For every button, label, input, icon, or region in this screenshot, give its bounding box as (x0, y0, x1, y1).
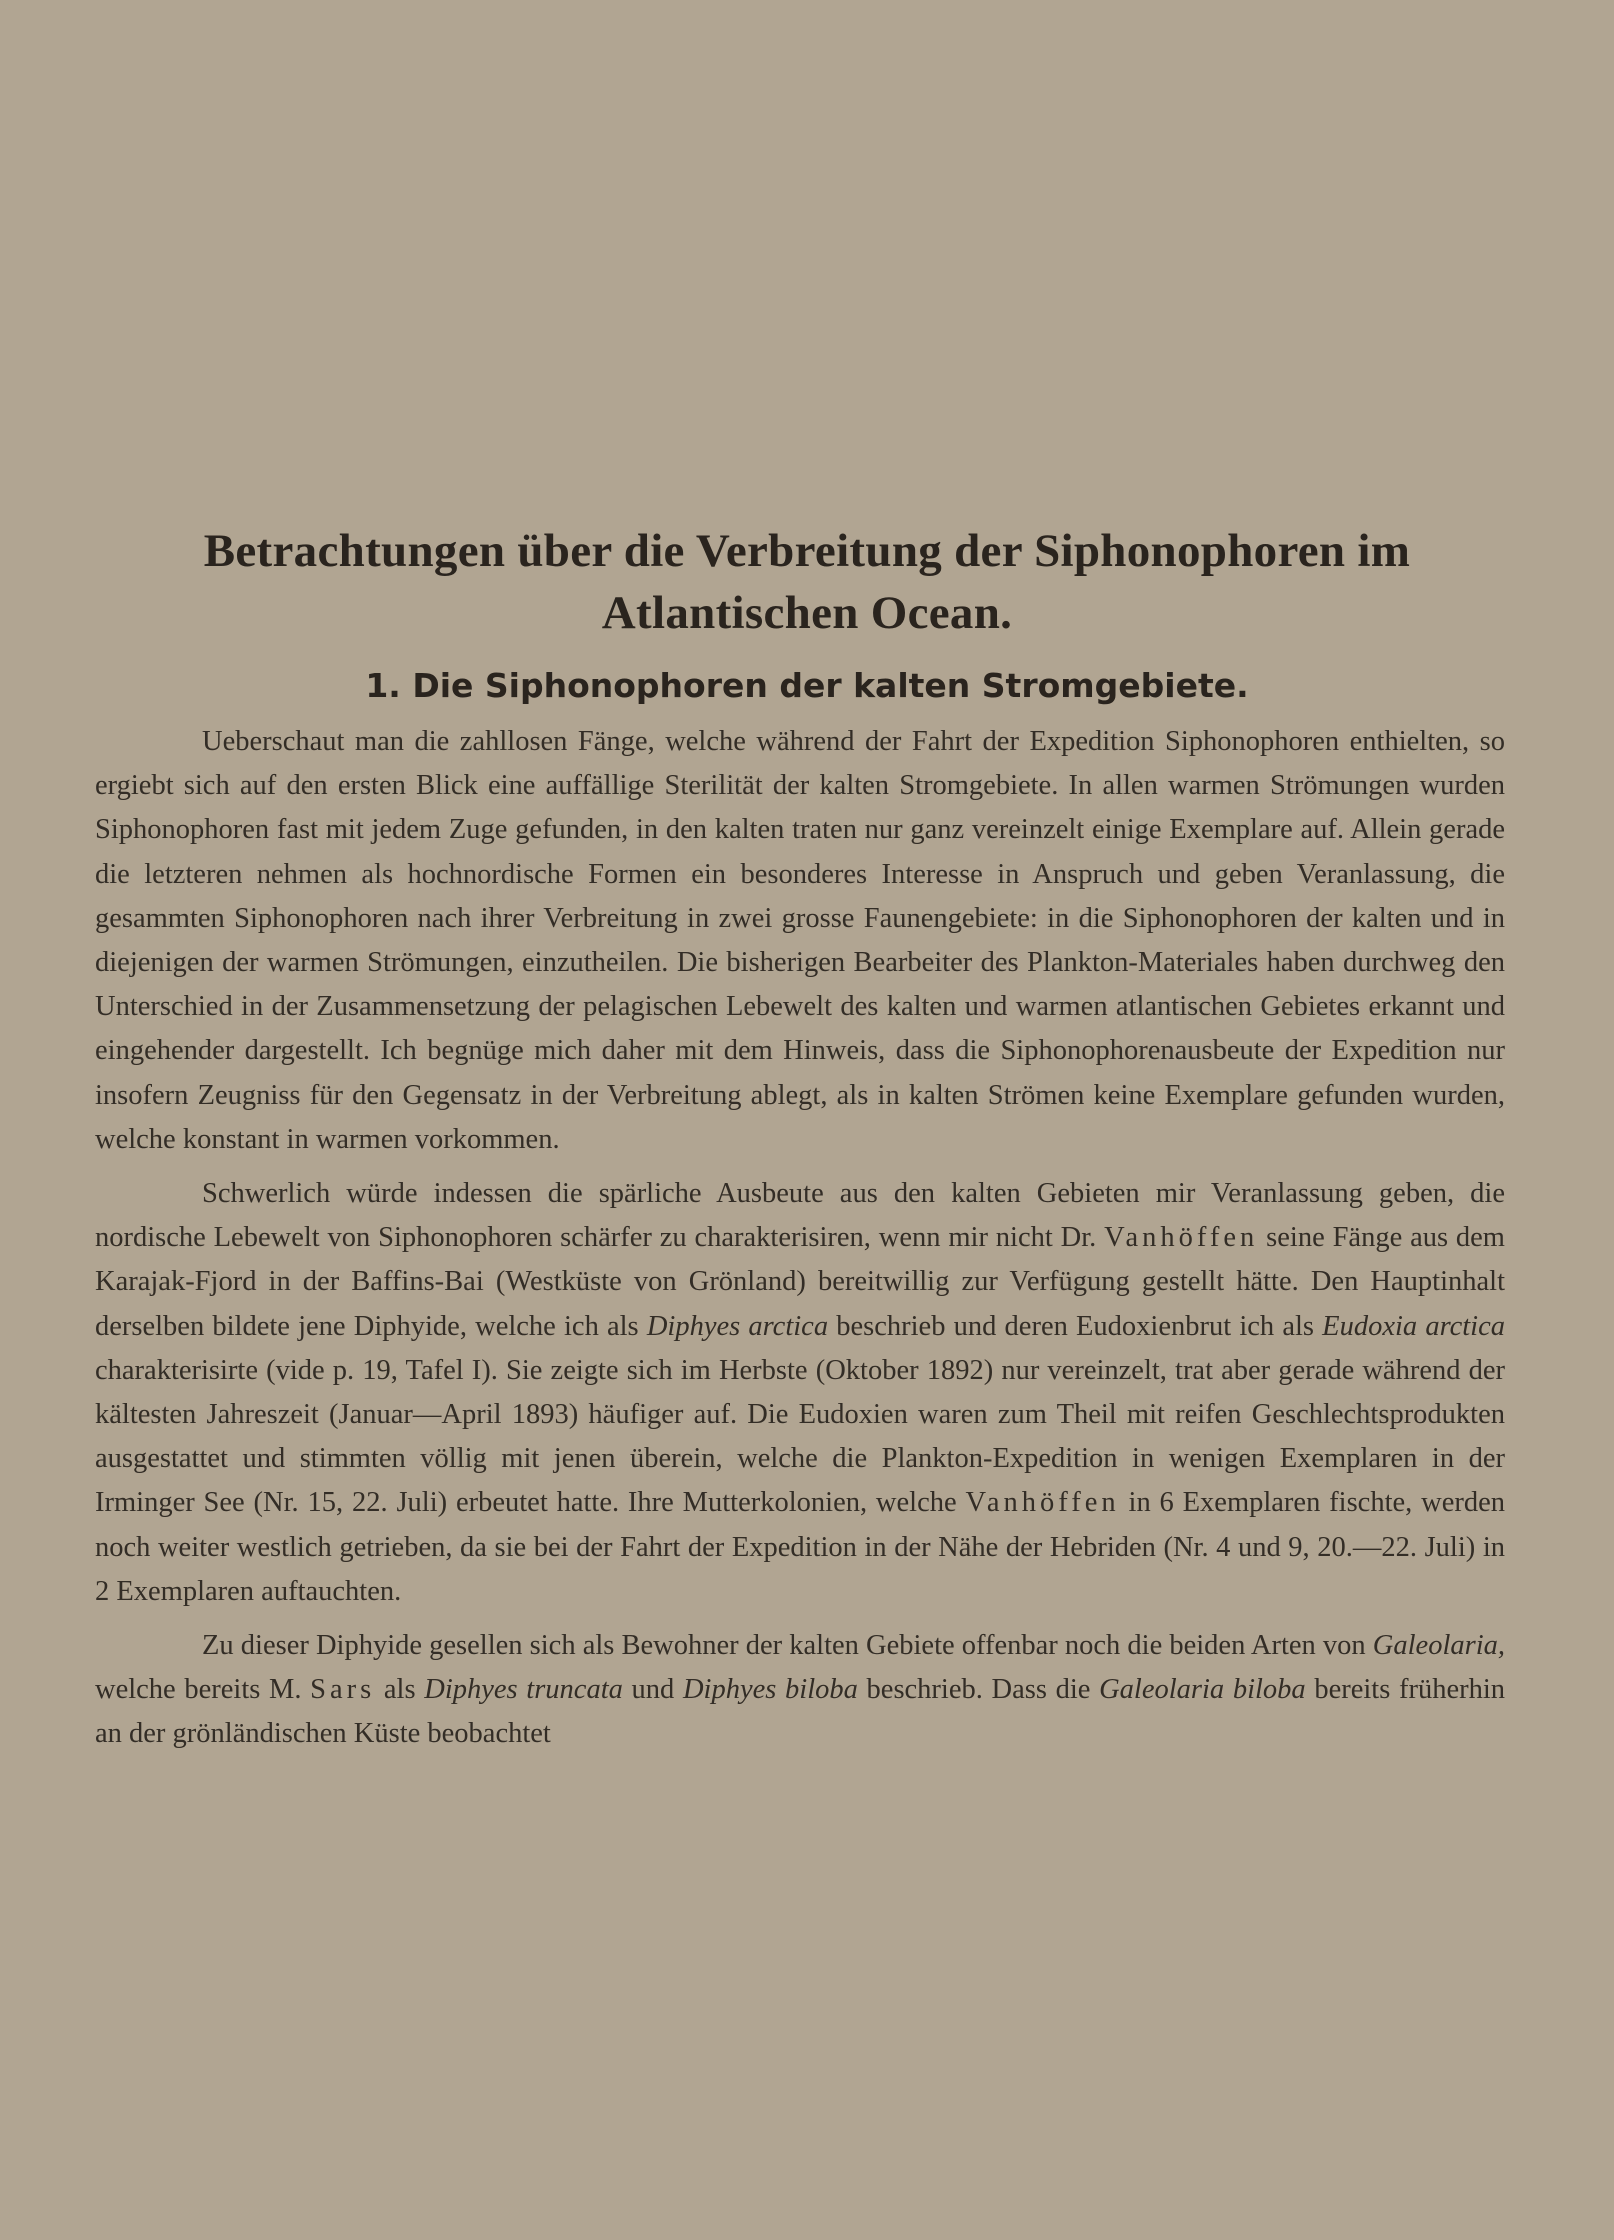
text-run: beschrieb und deren Eudoxienbrut ich als (828, 1310, 1323, 1342)
text-run: als (375, 1674, 425, 1706)
paragraph-2 (95, 1172, 1505, 1614)
body-text (95, 720, 1505, 1767)
text-run: welche bereits M. (95, 1674, 311, 1706)
text-run: beschrieb. Dass die (857, 1674, 1100, 1706)
text-run: in 6 Exemplaren fischte, werden noch weiter westlich getrieben, da sie bei der Fahrt der Expedition in der Nähe der Hebriden (Nr. 4 und 9, 20.—22. Juli) in 2 Exemplaren auftauchten. (95, 1487, 1505, 1607)
species-name: Diphyes arctica (646, 1310, 829, 1342)
text-run: und (622, 1674, 683, 1706)
person-name: Vanhöffen (965, 1487, 1120, 1519)
person-name: Vanhöffen (1104, 1222, 1259, 1254)
text-run: Zu dieser Diphyide gesellen sich als Bewohner der kalten Gebiete offenbar noch die beiden Arten von (202, 1630, 1373, 1662)
species-name: Diphyes truncata (424, 1674, 623, 1706)
text-run: seine Fänge aus dem Karajak-Fjord in der Baffins-Bai (Westküste von Grönland) bereitwillig zur Verfügung gestellt hätte. Den Hauptinhalt derselben bildete jene Diphyide, welche ich als (95, 1222, 1505, 1342)
text-run: bereits früherhin an der grönländischen Küste beobachtet (95, 1674, 1506, 1750)
person-name: Sars (310, 1674, 376, 1706)
text-run: Schwerlich würde indessen die spärliche Ausbeute aus den kalten Gebieten mir Veranlassung geben, die nordische Lebewelt von Siphonophoren schärfer zu charakterisiren, wenn mir nicht Dr. (95, 1178, 1505, 1254)
section-heading: 1. Die Siphonophoren der kalten Stromgebiete. (365, 666, 1249, 705)
genus-name: Galeolaria, (1372, 1630, 1505, 1662)
title-line-1: Betrachtungen über die Verbreitung der Siphonophoren im (203, 525, 1411, 577)
text-run: charakterisirte (vide p. 19, Tafel I). Sie zeigte sich im Herbste (Oktober 1892) nur vereinzelt, trat aber gerade während der kältesten Jahreszeit (Januar—April 1893) häufiger auf. Die Eudoxien waren zum Theil mit reifen Geschlechtsprodukten ausgestattet und stimmten völlig mit jenen überein, welche die Plankton-Expedition in wenigen Exemplaren in der Irminger See (Nr. 15, 22. Juli) erbeutet hatte. Ihre Mutterkolonien, welche (95, 1354, 1505, 1519)
species-name: Diphyes biloba (682, 1674, 858, 1706)
species-name: Eudoxia arctica (1322, 1310, 1505, 1342)
page-title (120, 520, 1494, 644)
species-name: Galeolaria biloba (1099, 1674, 1306, 1706)
paragraph-1: Ueberschaut man die zahllosen Fänge, welche während der Fahrt der Expedition Siphonophoren enthielten, so ergiebt sich auf den ersten Blick eine auffällige Sterilität der kalten Stromgebiete. In allen warmen Strömungen wurden Siphonophoren fast mit jedem Zuge gefunden, in den kalten traten nur ganz vereinzelt einige Exemplare auf. Allein gerade die letzteren nehmen als hochnordische Formen ein besonderes Interesse in Anspruch und geben Veranlassung, die gesammten Siphonophoren nach ihrer Verbreitung in zwei grosse Faunengebiete: in die Siphonophoren der kalten und in diejenigen der warmen Strömungen, einzutheilen. Die bisherigen Bearbeiter des Plankton-Materiales haben durchweg den Unterschied in der Zusammensetzung der pelagischen Lebewelt des kalten und warmen atlantischen Gebietes erkannt und eingehender dargestellt. Ich begnüge mich daher mit dem Hinweis, dass die Siphonophorenausbeute der Expedition nur insofern Zeugniss für den Gegensatz in der Verbreitung ablegt, als in kalten Strömen keine Exemplare gefunden wurden, welche konstant in warmen vorkommen. (95, 726, 1505, 1155)
paragraph-3 (95, 1624, 1505, 1757)
title-line-2: Atlantischen Ocean. (601, 587, 1013, 639)
